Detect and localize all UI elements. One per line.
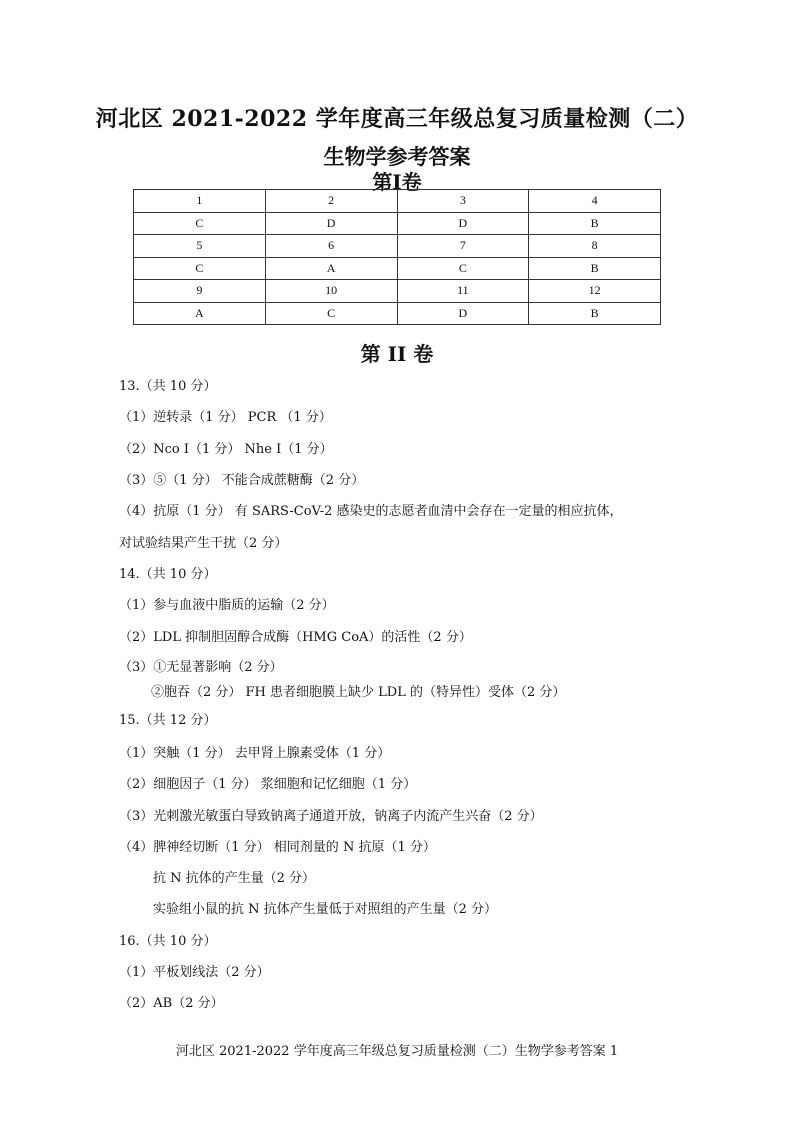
body-line: 抗 N 抗体的产生量（2 分） [153,871,316,886]
body-line: （1）逆转录（1 分） PCR （1 分） [119,410,332,425]
body-line: 对试验结果产生干扰（2 分） [119,536,288,551]
answer-table [133,189,661,325]
document-title: 河北区 2021-2022 学年度高三年级总复习质量检测（二） [95,106,699,132]
body-line: （2）Nco Ⅰ（1 分） Nhe Ⅰ（1 分） [119,442,333,457]
table-cell: 4 [529,190,661,213]
table-row [134,280,661,303]
table-cell: 1 [134,190,266,213]
table-cell: C [397,257,529,280]
table-cell: D [397,212,529,235]
part-two-heading: 第 II 卷 [360,342,434,366]
table-cell: A [265,257,397,280]
document-subtitle: 生物学参考答案 [323,144,471,169]
body-line: （3）⑤（1 分） 不能合成蔗糖酶（2 分） [119,473,365,488]
body-line: 实验组小鼠的抗 N 抗体产生量低于对照组的产生量（2 分） [153,902,498,917]
body-line: （4）脾神经切断（1 分） 相同剂量的 N 抗原（1 分） [119,840,436,855]
body-line: 13.（共 10 分） [119,379,217,394]
table-cell: B [529,212,661,235]
table-row [134,212,661,235]
table-row [134,302,661,325]
table-cell: 6 [265,235,397,258]
part-one-heading: 第Ⅰ卷 [372,170,422,194]
page-footer: 河北区 2021-2022 学年度高三年级总复习质量检测（二）生物学参考答案 1 [175,1044,619,1059]
body-line: （1）平板划线法（2 分） [119,965,270,980]
table-cell: 7 [397,235,529,258]
table-cell: 9 [134,280,266,303]
table-cell: C [265,302,397,325]
body-line: （2）细胞因子（1 分） 浆细胞和记忆细胞（1 分） [119,777,417,792]
body-line: 16.（共 10 分） [119,934,217,949]
body-line: 15.（共 12 分） [119,713,217,728]
table-row [134,235,661,258]
body-line: （4）抗原（1 分） 有 SARS-CoV-2 感染史的志愿者血清中会存在一定量的相应抗体， [119,504,623,519]
body-line: 14.（共 10 分） [119,567,217,582]
table-cell: C [134,257,266,280]
table-row [134,257,661,280]
body-line: （3）光刺激光敏蛋白导致钠离子通道开放，钠离子内流产生兴奋（2 分） [119,809,543,824]
table-cell: 11 [397,280,529,303]
body-line: （1）突触（1 分） 去甲肾上腺素受体（1 分） [119,746,391,761]
body-line: ②胞吞（2 分） FH 患者细胞膜上缺少 LDL 的（特异性）受体（2 分） [151,685,566,700]
body-line: （1）参与血液中脂质的运输（2 分） [119,598,335,613]
table-cell: C [134,212,266,235]
table-cell: 10 [265,280,397,303]
table-cell: 5 [134,235,266,258]
table-row [134,190,661,213]
table-cell: B [529,257,661,280]
body-line: （3）①无显著影响（2 分） [119,660,283,675]
body-line: （2）AB（2 分） [119,996,224,1011]
table-cell: D [397,302,529,325]
table-cell: B [529,302,661,325]
table-cell: 2 [265,190,397,213]
body-line: （2）LDL 抑制胆固醇合成酶（HMG CoA）的活性（2 分） [119,630,472,645]
table-cell: D [265,212,397,235]
table-cell: 12 [529,280,661,303]
table-cell: 8 [529,235,661,258]
table-cell: 3 [397,190,529,213]
table-cell: A [134,302,266,325]
